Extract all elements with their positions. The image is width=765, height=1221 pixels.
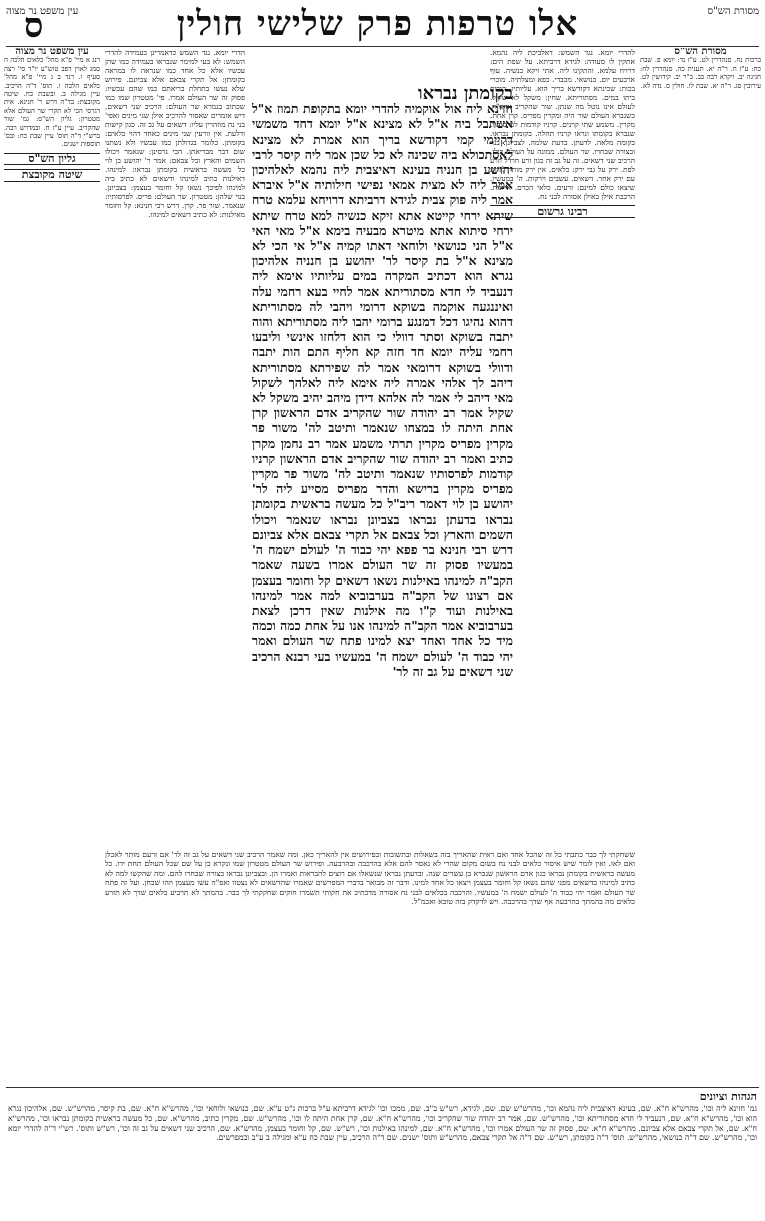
bottom-commentary [105, 850, 635, 1085]
main-heading: בקומתן נבראו [418, 86, 513, 104]
outer-left-column [4, 48, 100, 1058]
daf-number: ס [24, 6, 44, 46]
notes-text: גמ' חזינא ליה וכו', מהרש"א ח"א. שם, בעינא דאיצבית ליה נהמא וכו', מהרש"ש שם. שם, לגידא, רש"ש ב"ב. שם, ממכו וכו' לגידא דרביתא ע"ל ברכות נ"ט ע"א. שם, כנושאי ולוחאי וכו', מהרש"א ח"א. שם, בת קיסר, מהרש"ש. שם, אלהיכון נגרא הוא וכו', מהרש"א ח"א. שם, דנעביד לי חדא מסתוריתא וכו', מהרש"ש. שם, אמר רב יהודה שור שהקריב וכו', מהרש"א ח"א. שם, קרן אחת היתה לו וכו', מהרש"ש. שם, מקרין כתיב, מהרש"א. שם, כל מעשה בראשית בקומתן נבראו וכו', מהרש"א ח"א. שם, אל תקרי צבאם אלא צביונם, מהרש"א ח"א. שם, פסוק זה שר העולם אמרו וכו', מהרש"א ח"א. שם, למינהו באילנות וכו', רש"ש. שם, קל וחומר בעצמן, מהרש"א. שם, הרכיב שני דשאים על גב זה וכו', רש"ש ותוס'. רש"י ד"ה להדרי יומא וכו', מהרש"ש. שם ד"ה כנושאי, מהרש"ש. תוס' ד"ה בקומתן, רש"ש. שם ד"ה אל תקרי צבאם, מהרש"ש ותוס' ישנים. שם ד"ה הרכיב, עיין שבת כח ע"א ומגילה ב ע"ב ובמפרשים. [8, 1104, 757, 1143]
rashi-title: רבינו גרשום [490, 205, 635, 218]
outer-left-text: רנג א מיי' פ"א מהל' כלאים הלכה ה סמג לאוין רפב טוש"ע יו"ד סי' רצה סעיף ו. רנד ב ג מיי' פ"א מהל' כלאים הלכה ו. תוס' ד"ה הרכיב. עיין מגילה ב. ובשבת כח. שיטה מקובצת: בד"ה דרש ר' חנינא. אית דגרסי הכי לא תקרי שר העולם אלא מטטרון: גליון הש"ס: גמ' שור שהקריב. עיין ע"ז ח. ובמדרש רבה. ברש"י ד"ה תוס' עיין שבת כח: ובס' תוספות ישנים. [4, 56, 100, 149]
rashi-text: להדרי יומא. נגד השמש: דאלביכת ליה נהמא. אתקין לו סעודה: לגידא דרביתא. על שפת הים: דרויח עלמא. והתקינו ליה. אתי זיקא כנשיה. עוף ארבעים יום. כנושאי. מכבדי. כפא ומצלתיה. מוכרי בכות: שכינתא דקודשא בריך הוא. עליותיו. קורות ביתו במים. מסתוריתא. שחין: משקל לא שקיל. לעולם אינו נוטל מה שנתן. שור שהקריב אדה"ר. כשנברא העולם שור היה ומקרין מפריס. קרן אחת. מקרין. משמע שתי קרנים. קרניו קודמות לפרסותיו. שנברא בקומתו ונראו קרניו תחלה. בקומתן נבראו. בקומה מלאה. לדעתן. בדעת שלמה. לצביונן. בנוי ובצורה שבחרו. שר העולם. ממונה על העולם כולו. הרכיב שני דשאים. זה על גב זה כגון זרע חרדל וזרע לפת. ירק על גבי ירק: כלאים. אין ירק מותר לזרוע עם ירק אחר. דשאים. עשבים וירקות. ה' במעשיו. שיצאו כולם למינם: זרעים. כלאי הכרם. אילנות. הרכבת אילן באילן אסורה לבני נח. [490, 48, 635, 201]
outer-right-text: ברכות נח. סנהדרין לט. ע"ז נד: יומא פ. שבת כח: ע"ז ח. ר"ה יא. תענית כה. סנהדרין לח: חגיגה יב. ויקרא רבה כב. ב"ר יב. קידושין לט. עירובין סג. ר"ה יא. שבת לו. חולין ס. נדה לא. [640, 56, 761, 90]
tosafot-text: הדרי יומא. נגד השמש כדאמרינן בעמידה להדרי השמש: לא בעי למימר שנבראו בעמידה כמו שהן עכשיו אלא כל אחד כמו שנראה לו במראה בקומתן: אל תקרי צבאם אלא צביונם. פירוש שלא נעשו בתחלת בריאתם כמו שהם עכשיו: פסוק זה שר העולם אמרו. פי' מטטרון שמו כמו שכתוב בגמרא שר העולם: הרכיב שני דשאים. דיש אומרים שאסור להרכיב אילן שני מינים ואפי' בני נח מוזהרין עליו: דשאים על גב זה. כגון קישות ודלעת. אין זורעין שני מינים כאחד דהוי כלאים: בקומתן. כלומר בגדולתן כמו עכשיו ולא נשתנו שום דבר מבריאתן. הכי גרסינן: שנאמר ויכולו השמים והארץ וכל צבאם: אמר ר' יהושע בן לוי כל מעשה בראשית בקומתן נבראו: למינהו. דאילנות כתיב למינהו ודשאים לא כתיב ביה למינהו לפיכך נשאו קל וחומר בעצמן: בצביונן. בנוי שלהן: מטטרון. שר העולם: פריס. לפרסותיו: שנאמר. שור פר. קרן. דרש רבי חנינא: קל וחומר מאילנות: לא כתיב דשאים למינהו. [105, 48, 245, 219]
outer-right-title: מסורת הש"ס [674, 48, 727, 57]
ein-mishpat-label: עין משפט נר מצוה [6, 6, 79, 17]
page-header [6, 4, 759, 44]
notes-title: הגהות וציונים [699, 1090, 757, 1103]
tosafot-column [105, 48, 245, 848]
page-title: אלו טרפות פרק שלישי חולין [176, 4, 579, 44]
header-divider [6, 46, 759, 47]
masoret-hashas-label: מסורת הש"ס [707, 6, 759, 17]
main-gemara-text [252, 86, 513, 846]
outer-right-column [640, 48, 761, 1058]
shita-mekubetzet-title: שיטה מקובצת [4, 169, 100, 181]
gilyon-hashas-title: גליון הש"ס [4, 153, 100, 165]
bottom-commentary-text: ששחקתי לך כבר כתבתי כל זה שהכל אחד ואם ראית שהאריך בזה בשאלות ובתשובות ובפירושים אין להאריך כאן. ומה שאמר הרכיב שני דשאים על גב זה לר' אם זרעם מותר לאכלן ואם לאו. ואין לומר שיש איסור כלאים לבני נח בשום מקום שהרי לא נאסר להם אלא בהרכבה ובהרבעה. ופירוש שר העולם מטטרון שמו ונקרא כן על שם שכל העולם תחת ידו. כל מעשה בראשית בקומתן נבראו כגון אדם הראשון שנברא בן עשרים שנה. ובדעתן נבראו שנשאלו אם רוצים להבראות ואמרו הן. ובצביונן נבראו בצורה שבחרו להם. ומה שהקשו למה לא כתיב למינהו בדשאים מפני שהם נשאו קל וחומר בעצמן ויצאו כל אחד למינו. ודבר זה מבואר בדברי המפרשים שאמרו שהדשאים לא נצטוו ואפ"ה עשו מעצמן וזהו שבחן. ועל זה פתח שר העולם ואמר יהי כבוד ה' לעולם ישמח ה' במעשיו. והרכבה בכלאים לבני נח אסורה מדכתיב את חקותי תשמרו חוקים שחקקתי לך כבר. בהמתך לא תרביע כלאים שדך לא תזרע כלאים מה בהמתך בהרבעה אף שדך בהרכבה. ויש לדקדק בזה טובא ואכמ"ל. [105, 850, 635, 907]
main-body: חזינא ליה אול אוקמיה להדרי יומא בתקופת תמוז א"ל אשתבל ביה א"ל לא מצינא א"ל יומא דחד משמשי דקיימי קמי דקודשא בריך הוא אמרת לא מצינא לאסתכולא ביה שכינה לא כל שכן אמר ליה קיסר לרבי יהושע בן חנניה בעינא דאיצבית ליה נהמא לאלהיכון אמר ליה לא מצית אמאי נפישי חילותיה א"ל איברא אמר ליה פוק צבית לגידא דרביתא דרויחא עלמא טרח שיתא ירחי קייטא אתא זיקא כנשיה למא טרח שיתא ירחי סיתוא אתא מיטרא מבעיה בימא א"ל מאי האי א"ל הני כנושאי ולוחאי דאתו קמיה א"ל אי הכי לא מצינא א"ל בת קיסר לר' יהושע בן חנניה אלהיכון נגרא הוא דכתיב המקרה במים עליותיו אימא ליה דנעביד לי חדא מסתוריתא אמר לחיי בעא רחמי עלה ואיננגעה אוקמה בשוקא דרומי ויהבי לה מסתוריתא דהוא נהיגו דכל דמנגע ברומי יהבו ליה מסתוריתא והוה יתבה בשוקא וסתר דוולי כי הוא דלחזו אינשי וליבעו רחמי עליה יומא חד חזה קא חליף התם הות יתבה ודוולי בשוקא דרומאי אמר לה שפירתא מסתוריתא דיהב לך אלהי אמרה ליה אימא ליה לאלהך לשקול מאי דיהב לי אמר לה אלהא דידן מיהב יהיב משקל לא שקיל אמר רב יהודה שור שהקריב אדם הראשון קרן אחת היתה לו במצחו שנאמר ותיטב לה' משור פר מקרין מפריס מקרין תרתי משמע אמר רב נחמן מקרן כתיב ואמר רב יהודה שור שהקריב אדם הראשון קרניו קודמות לפרסותיו שנאמר ותיטב לה' משור פר מקרין מפריס מקרין ברישא והדר מפריס מסייע ליה לר' יהושע בן לוי דאמר ריב"ל כל מעשה בראשית בקומתן נבראו בדעתן נבראו בצביונן נבראו שנאמר ויכולו השמים והארץ וכל צבאם אל תקרי צבאם אלא צביונם דרש רבי חנינא בר פפא יהי כבוד ה' לעולם ישמח ה' במעשיו פסוק זה שר העולם אמרו בשעה שאמר הקב"ה למינהו באילנות נשאו דשאים קל וחומר בעצמן אם רצונו של הקב"ה בערבוביא למה אמר למינהו באילנות ועוד ק"ו מה אילנות שאין דרכן לצאת בערבוביא אמר הקב"ה למינהו אנו על אחת כמה וכמה מיד כל אחד ואחד יצא למינו פתח שר העולם ואמר יהי כבוד ה' לעולם ישמח ה' במעשיו בעי רבנא הרכיב שני דשאים על גב זה לר' [252, 101, 513, 679]
outer-left-title: עין משפט נר מצוה [15, 48, 89, 57]
notes-divider [6, 1087, 759, 1088]
